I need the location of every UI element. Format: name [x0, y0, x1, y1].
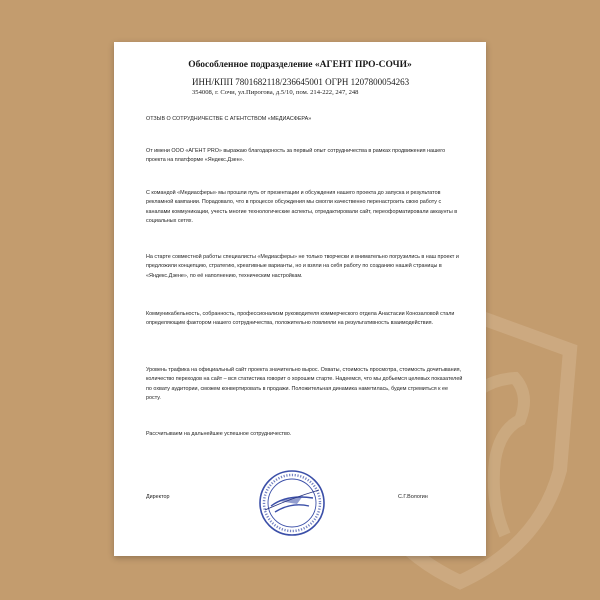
letter-page	[114, 42, 486, 556]
letter-paragraph: От имени ООО «АГЕНТ PRO» выражаю благодарность за первый опыт сотрудничества в рамках продвижения нашего проекта на платформе «Яндекс.Дзен».	[146, 148, 446, 164]
letterhead-title: Обособленное подразделение «АГЕНТ ПРО-СОЧИ»	[188, 60, 412, 70]
registration-numbers: ИНН/КПП 7801682118/236645001 ОГРН 1207800054263	[192, 77, 410, 87]
letter-paragraph: Уровень трафика на официальный сайт проекта значительно вырос. Охваты, стоимость просмотра, стоимость дочитывания, количество переходов на сайт – вся статистика говорит о хорошем старте. Надеемся, что мы добьемся целевых показателей по охвату аудитории, сможем конвертировать в продажи. Положительная динамика наметилась, будем стремиться к ее росту.	[146, 367, 463, 402]
signatory-name: С.Г.Вологин	[398, 494, 428, 500]
letter-closing: Рассчитываем на дальнейшее успешное сотрудничество.	[146, 431, 292, 437]
letter-paragraph: На старте совместной работы специалисты «Медиасферы» не только творчески и внимательно погрузились в наш проект и предложили концепцию, стратегию, креативные варианты, но и взяли на себя работу по созданию нашей страницы в «Яндекс.Дзене», по её наполнению, техническим настройкам.	[146, 254, 459, 279]
letter-paragraph: С командой «Медиасферы» мы прошли путь от презентации и обсуждения нашего проекта до запуска и результатов рекламной кампании. Порадовало, что в процессе обсуждения мы смогли качественно перенастроить свою работу с каналами коммуникации, учесть многие технологические аспекты, отредактировали сайт, переоформатировали аккаунты в социальных сетях.	[146, 190, 458, 225]
letter-paragraph: Коммуникабельность, собранность, профессионализм руководителя коммерческого отдела Анастасии Конозаловой стали определяющим фактором нашего сотрудничества, положительно повлияли на результативность взаимодействия.	[146, 311, 455, 327]
company-address: 354008, г. Сочи, ул.Пирогова, д.5/10, пом. 214-222, 247, 248	[192, 89, 359, 96]
letter-subject: ОТЗЫВ О СОТРУДНИЧЕСТВЕ С АГЕНТСТВОМ «МЕДИАСФЕРА»	[146, 116, 312, 122]
signatory-title: Директор	[146, 494, 170, 500]
round-seal-icon	[257, 468, 327, 538]
